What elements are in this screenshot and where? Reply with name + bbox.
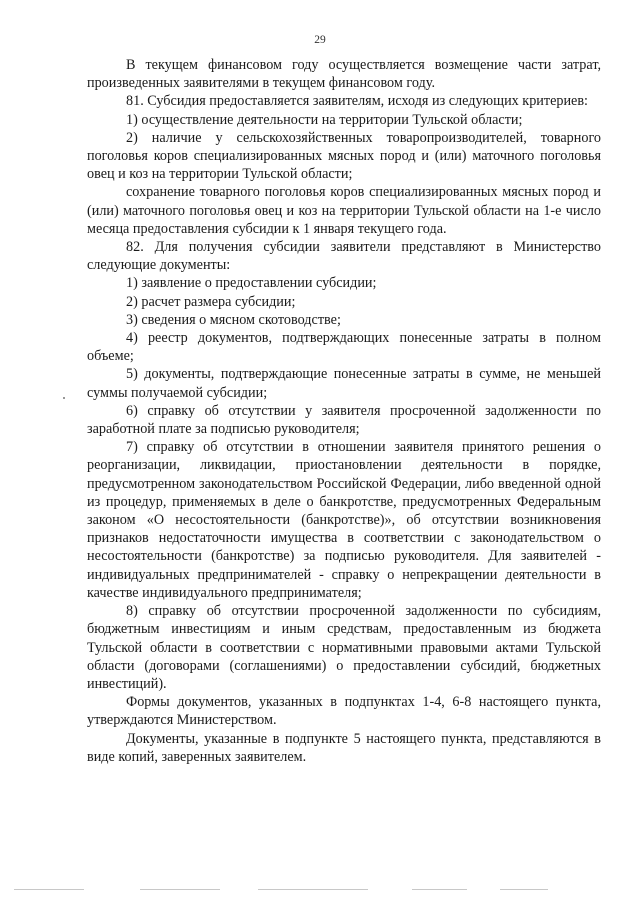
document-item-7: 7) справку об отсутствии в отношении заявителя принятого решения о реорганизации, ликвидации, приостановлении деятельности в порядке, предусмотренном законодательством Российской Федерации, либо введенной одной из процедур, применяемых в деле о банкротстве, предусмотренных Федеральным законом «О несостоятельности (банкротстве)», об отсутствии возникновения признаков недостаточности имущества в соответствии с законодательством о несостоятельности (банкротстве) за подписью руководителя. Для заявителей - индивидуальных предпринимателей - справку о непрекращении деятельности в качестве индивидуального предпринимателя; bbox=[87, 439, 601, 601]
document-item-8: 8) справку об отсутствии просроченной задолженности по субсидиям, бюджетным инвестициям и иным средствам, предоставленным из бюджета Тульской области в соответствии с нормативными правовыми актами Тульской области (договорами (соглашениями) о предоставлении субсидий, бюджетных инвестиций). bbox=[87, 603, 601, 692]
document-item-1: 1) заявление о предоставлении субсидии; bbox=[126, 275, 377, 292]
criterion-2-continued: сохранение товарного поголовья коров специализированных мясных пород и (или) маточного поголовья овец и коз на территории Тульской области на 1-е число месяца предоставления субсидии к 1 января текущего года. bbox=[87, 184, 601, 237]
document-item-5: 5) документы, подтверждающие понесенные затраты в сумме, не меньшей суммы получаемой субсидии; bbox=[87, 366, 601, 401]
paragraph-81-criteria: 81. Субсидия предоставляется заявителям, исходя из следующих критериев: bbox=[126, 93, 588, 110]
document-body bbox=[87, 56, 601, 766]
paragraph-reimbursement-year: В текущем финансовом году осуществляется возмещение части затрат, произведенных заявителями в текущем финансовом году. bbox=[87, 57, 601, 92]
scan-footer-artifacts bbox=[0, 887, 640, 893]
document-item-6: 6) справку об отсутствии у заявителя просроченной задолженности по заработной плате за подписью руководителя; bbox=[87, 402, 601, 438]
paragraph-82-documents: 82. Для получения субсидии заявители представляют в Министерство следующие документы: bbox=[87, 239, 601, 274]
document-item-3: 3) сведения о мясном скотоводстве; bbox=[126, 311, 341, 328]
document-item-4: 4) реестр документов, подтверждающих понесенные затраты в полном объеме; bbox=[87, 330, 601, 365]
paragraph-forms-approval: Формы документов, указанных в подпунктах 1-4, 6-8 настоящего пункта, утверждаются Министерством. bbox=[87, 694, 601, 729]
criterion-2: 2) наличие у сельскохозяйственных товаропроизводителей, товарного поголовья коров специализированных мясных пород и (или) маточного поголовья овец и коз на территории Тульской области; bbox=[87, 129, 601, 183]
document-item-2: 2) расчет размера субсидии; bbox=[126, 293, 296, 310]
criterion-1: 1) осуществление деятельности на территории Тульской области; bbox=[126, 111, 523, 128]
paragraph-copies-certified: Документы, указанные в подпункте 5 настоящего пункта, представляются в виде копий, заверенных заявителем. bbox=[87, 730, 601, 765]
scan-speck bbox=[63, 397, 65, 399]
page-number: 29 bbox=[314, 34, 326, 46]
